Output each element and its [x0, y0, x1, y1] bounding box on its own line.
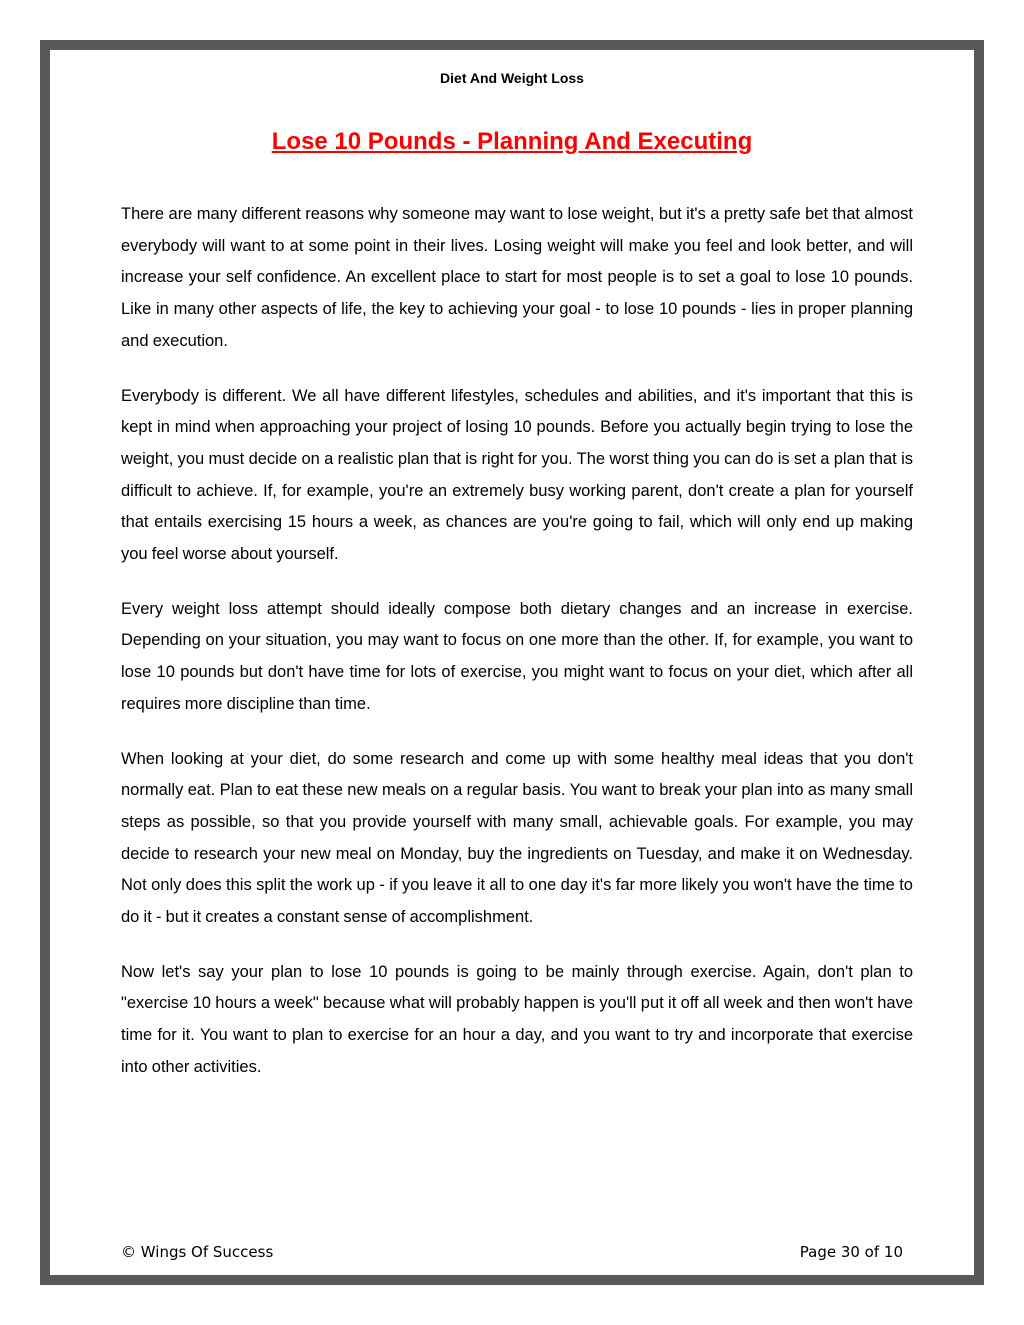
paragraph-4: When looking at your diet, do some research and come up with some healthy meal ideas that you don't normally eat. Plan to eat these new meals on a regular basis. You want to break your plan into as many small steps as possible, so that you provide yourself with many small, achievable goals. For example, you may decide to research your new meal on Monday, buy the ingredients on Tuesday, and make it on Wednesday. Not only does this split the work up - if you leave it all to one day it's far more likely you won't have the time to do it - but it creates a constant sense of accomplishment.: [121, 749, 913, 927]
page-frame: [40, 40, 984, 1285]
page-footer: [121, 1243, 903, 1261]
paragraph-3: Every weight loss attempt should ideally compose both dietary changes and an increase in exercise. Depending on your situation, you may want to focus on one more than the other. If, for example, you want to lose 10 pounds but don't have time for lots of exercise, you might want to focus on your diet, which after all requires more discipline than time.: [121, 599, 913, 713]
running-header: Diet And Weight Loss: [440, 70, 584, 86]
paragraph-5: Now let's say your plan to lose 10 pounds is going to be mainly through exercise. Again, don't plan to "exercise 10 hours a week" because what will probably happen is you'll put it off all week and then won't have time for it. You want to plan to exercise for an hour a day, and you want to try and incorporate that exercise into other activities.: [121, 962, 913, 1076]
article-title: Lose 10 Pounds - Planning And Executing: [271, 128, 753, 155]
page-number: Page 30 of 10: [799, 1243, 903, 1261]
copyright-text: © Wings Of Success: [121, 1243, 274, 1261]
paragraph-2: Everybody is different. We all have different lifestyles, schedules and abilities, and it's important that this is kept in mind when approaching your project of losing 10 pounds. Before you actually begin trying to lose the weight, you must decide on a realistic plan that is right for you. The worst thing you can do is set a plan that is difficult to achieve. If, for example, you're an extremely busy working parent, don't create a plan for yourself that entails exercising 15 hours a week, as chances are you're going to fail, which will only end up making you feel worse about yourself.: [121, 386, 913, 564]
article-body: [121, 199, 913, 1107]
paragraph-1: There are many different reasons why someone may want to lose weight, but it's a pretty safe bet that almost everybody will want to at some point in their lives. Losing weight will make you feel and look better, and will increase your self confidence. An excellent place to start for most people is to set a goal to lose 10 pounds. Like in many other aspects of life, the key to achieving your goal - to lose 10 pounds - lies in proper planning and execution.: [121, 205, 913, 350]
